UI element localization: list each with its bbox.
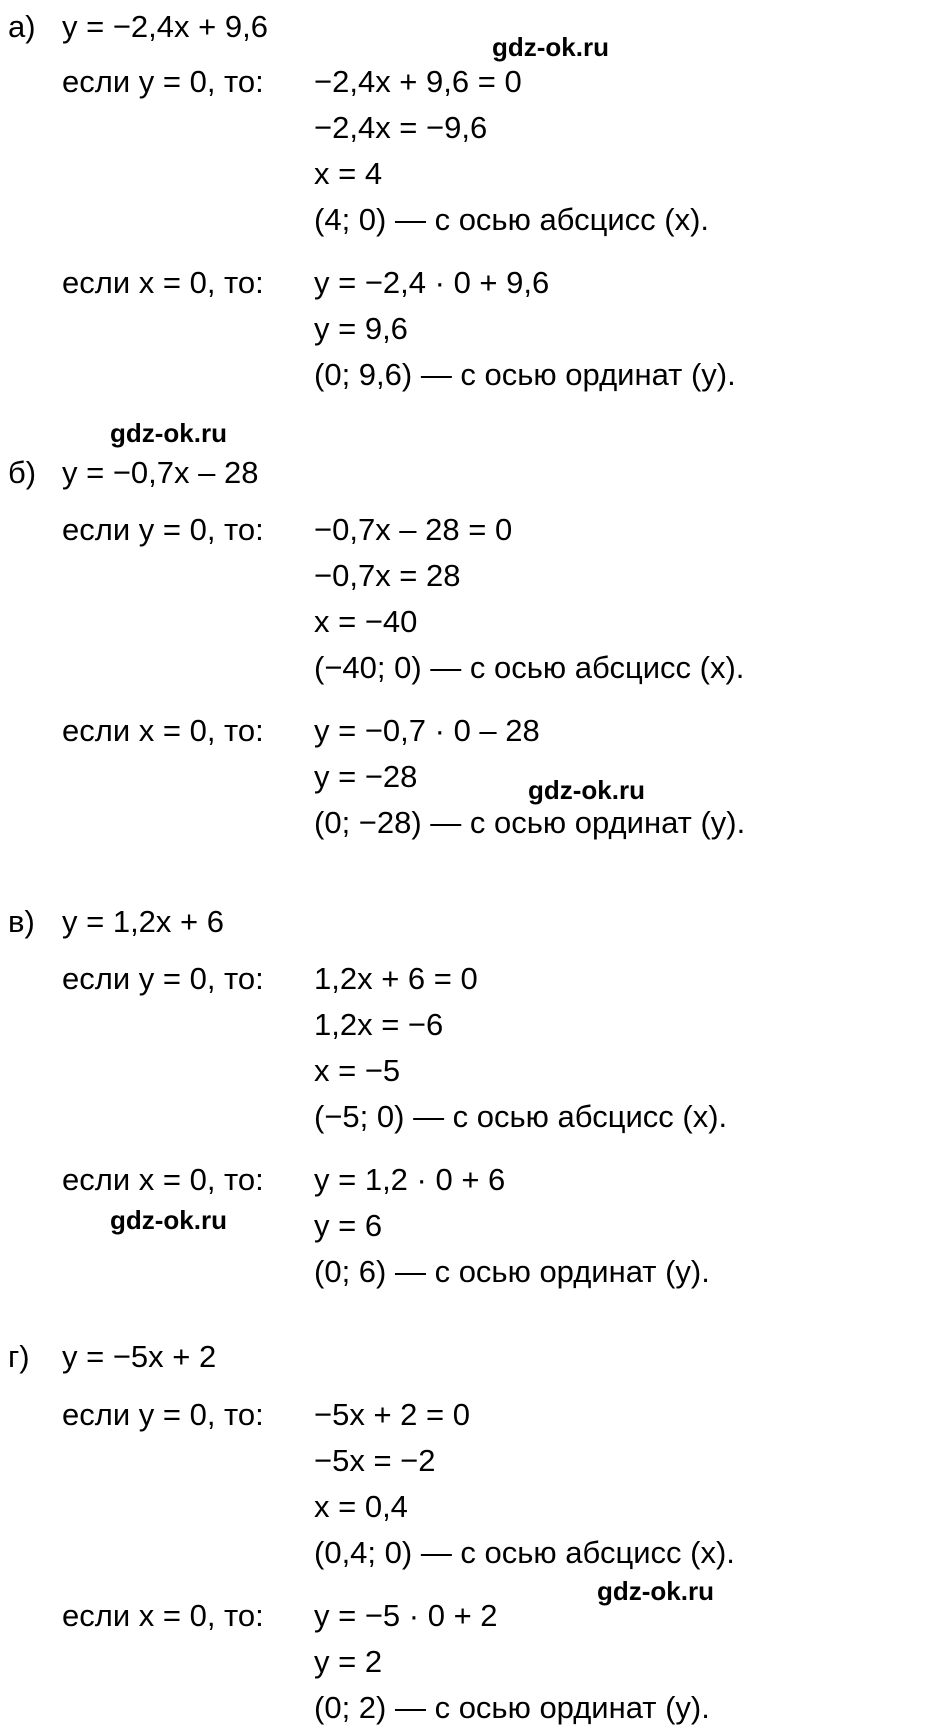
part-letter: а) xyxy=(8,9,36,44)
step: −2,4x + 9,6 = 0 xyxy=(314,64,522,99)
step: (4; 0) — с осью абсцисс (x). xyxy=(314,202,710,237)
condition-y0: если y = 0, то: xyxy=(62,961,264,996)
equation: y = −5x + 2 xyxy=(62,1339,217,1374)
step: y = −2,4 · 0 + 9,6 xyxy=(314,265,550,300)
step: (0,4; 0) — с осью абсцисс (x). xyxy=(314,1535,735,1570)
step: (0; 2) — с осью ординат (y). xyxy=(314,1690,710,1725)
step: (−40; 0) — с осью абсцисс (x). xyxy=(314,650,745,685)
part-letter: б) xyxy=(8,455,37,490)
watermark: gdz-ok.ru xyxy=(528,775,645,805)
part-letter: в) xyxy=(8,904,35,939)
step: y = 2 xyxy=(314,1644,383,1679)
condition-x0: если x = 0, то: xyxy=(62,1598,264,1633)
step: x = −40 xyxy=(314,604,418,639)
watermark: gdz-ok.ru xyxy=(110,1205,227,1235)
condition-x0: если x = 0, то: xyxy=(62,265,264,300)
step: −0,7x = 28 xyxy=(314,558,461,593)
watermark: gdz-ok.ru xyxy=(110,418,227,448)
step: −5x + 2 = 0 xyxy=(314,1397,470,1432)
step: 1,2x = −6 xyxy=(314,1007,444,1042)
condition-y0: если y = 0, то: xyxy=(62,1397,264,1432)
condition-x0: если x = 0, то: xyxy=(62,713,264,748)
step: (0; 6) — с осью ординат (y). xyxy=(314,1254,710,1289)
step: y = −0,7 · 0 – 28 xyxy=(314,713,540,748)
step: y = −5 · 0 + 2 xyxy=(314,1598,498,1633)
part-letter: г) xyxy=(8,1339,30,1374)
equation: y = −0,7x – 28 xyxy=(62,455,259,490)
step: x = −5 xyxy=(314,1053,401,1088)
step: (0; 9,6) — с осью ординат (y). xyxy=(314,357,736,392)
condition-y0: если y = 0, то: xyxy=(62,512,264,547)
watermark: gdz-ok.ru xyxy=(597,1576,714,1606)
step: −0,7x – 28 = 0 xyxy=(314,512,513,547)
step: x = 4 xyxy=(314,156,383,191)
step: (−5; 0) — с осью абсцисс (x). xyxy=(314,1099,728,1134)
equation: y = −2,4x + 9,6 xyxy=(62,9,268,44)
step: −5x = −2 xyxy=(314,1443,436,1478)
step: x = 0,4 xyxy=(314,1489,408,1524)
equation: y = 1,2x + 6 xyxy=(62,904,224,939)
watermark: gdz-ok.ru xyxy=(492,32,609,62)
condition-y0: если y = 0, то: xyxy=(62,64,264,99)
step: −2,4x = −9,6 xyxy=(314,110,488,145)
step: y = 9,6 xyxy=(314,311,408,346)
condition-x0: если x = 0, то: xyxy=(62,1162,264,1197)
step: (0; −28) — с осью ординат (y). xyxy=(314,805,746,840)
step: y = 1,2 · 0 + 6 xyxy=(314,1162,506,1197)
step: 1,2x + 6 = 0 xyxy=(314,961,478,996)
step: y = 6 xyxy=(314,1208,383,1243)
step: y = −28 xyxy=(314,759,418,794)
